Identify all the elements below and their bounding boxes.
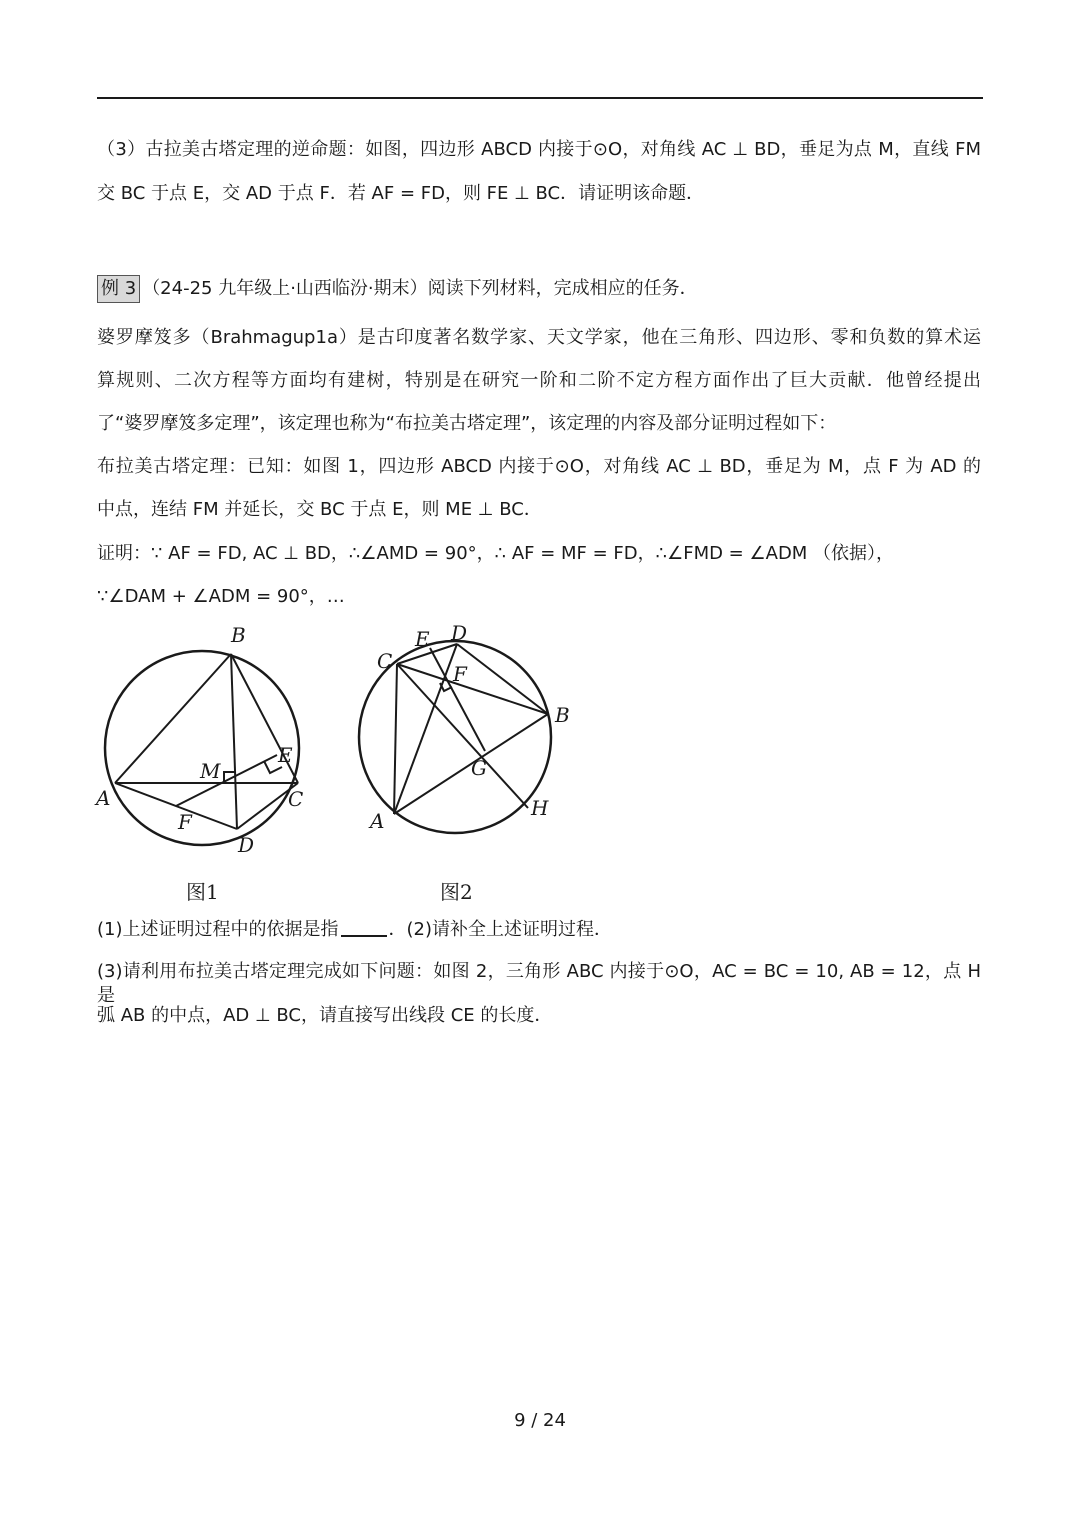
- material-line-4: 布拉美古塔定理：已知：如图 1，四边形 ABCD 内接于⊙O，对角线 AC ⊥ BD，垂足为 M，点 F 为 AD 的: [97, 456, 981, 477]
- fig1-label-E: E: [278, 743, 293, 767]
- figure-2: [350, 618, 590, 867]
- fig1-label-C: C: [288, 787, 304, 811]
- task-3-line-1: (3)请利用布拉美古塔定理完成如下问题：如图 2，三角形 ABC 内接于⊙O，AC = BC = 10, AB = 12，点 H 是: [97, 961, 981, 1006]
- part3-line-2: 交 BC 于点 E，交 AD 于点 F．若 AF = FD，则 FE ⊥ BC．请证明该命题．: [97, 183, 705, 204]
- figure-2-caption: 图2: [440, 880, 473, 904]
- header-rule: [97, 97, 983, 99]
- fig2-label-H: H: [531, 796, 549, 820]
- figure-1: [90, 620, 330, 869]
- example-header: [97, 275, 987, 303]
- example-label: 例 3: [97, 275, 140, 303]
- task-1-text: (1)上述证明过程中的依据是指: [97, 919, 339, 940]
- fig2-label-B: B: [555, 703, 570, 727]
- material-line-1: 婆罗摩笈多（Brahmagup1a）是古印度著名数学家、天文学家，他在三角形、四边形、零和负数的算术运: [97, 327, 981, 348]
- page-number: 9 / 24: [514, 1410, 566, 1431]
- example-source: （24-25 九年级上·山西临汾·期末）阅读下列材料，完成相应的任务．: [142, 278, 698, 299]
- fig2-label-E: E: [415, 627, 430, 651]
- task-3-line-2: 弧 AB 的中点，AD ⊥ BC，请直接写出线段 CE 的长度．: [97, 1005, 553, 1026]
- fig1-label-B: B: [231, 623, 246, 647]
- fig1-label-F: F: [178, 810, 192, 834]
- figure-1-diagram: [90, 620, 330, 865]
- material-line-2: 算规则、二次方程等方面均有建树，特别是在研究一阶和二阶不定方程方面作出了巨大贡献．他曾经提出: [97, 370, 981, 391]
- answer-blank[interactable]: [341, 917, 387, 937]
- part3-line-1: （3）古拉美古塔定理的逆命题：如图，四边形 ABCD 内接于⊙O，对角线 AC ⊥ BD，垂足为点 M，直线 FM: [97, 139, 981, 160]
- fig2-label-F: F: [453, 662, 467, 686]
- fig2-label-G: G: [471, 756, 487, 780]
- proof-line-2: ∵∠DAM + ∠ADM = 90°，…: [97, 586, 345, 607]
- fig1-label-A: A: [96, 786, 111, 810]
- fig1-label-D: D: [238, 833, 255, 857]
- material-line-3: 了“婆罗摩笈多定理”，该定理也称为“布拉美古塔定理”，该定理的内容及部分证明过程如下：: [97, 413, 837, 434]
- fig1-label-M: M: [200, 759, 221, 783]
- figure-1-caption: 图1: [186, 880, 219, 904]
- fig2-label-D: D: [451, 621, 468, 645]
- fig2-label-A: A: [370, 809, 385, 833]
- task-1-line: [97, 917, 987, 942]
- material-line-5: 中点，连结 FM 并延长，交 BC 于点 E，则 ME ⊥ BC．: [97, 499, 542, 520]
- proof-line-1: 证明：∵ AF = FD, AC ⊥ BD，∴∠AMD = 90°，∴ AF = MF = FD，∴∠FMD = ∠ADM （依据），: [97, 543, 895, 564]
- fig2-label-C: C: [377, 649, 393, 673]
- figure-2-diagram: [350, 618, 590, 863]
- task-2-text: ．(2)请补全上述证明过程．: [388, 919, 612, 940]
